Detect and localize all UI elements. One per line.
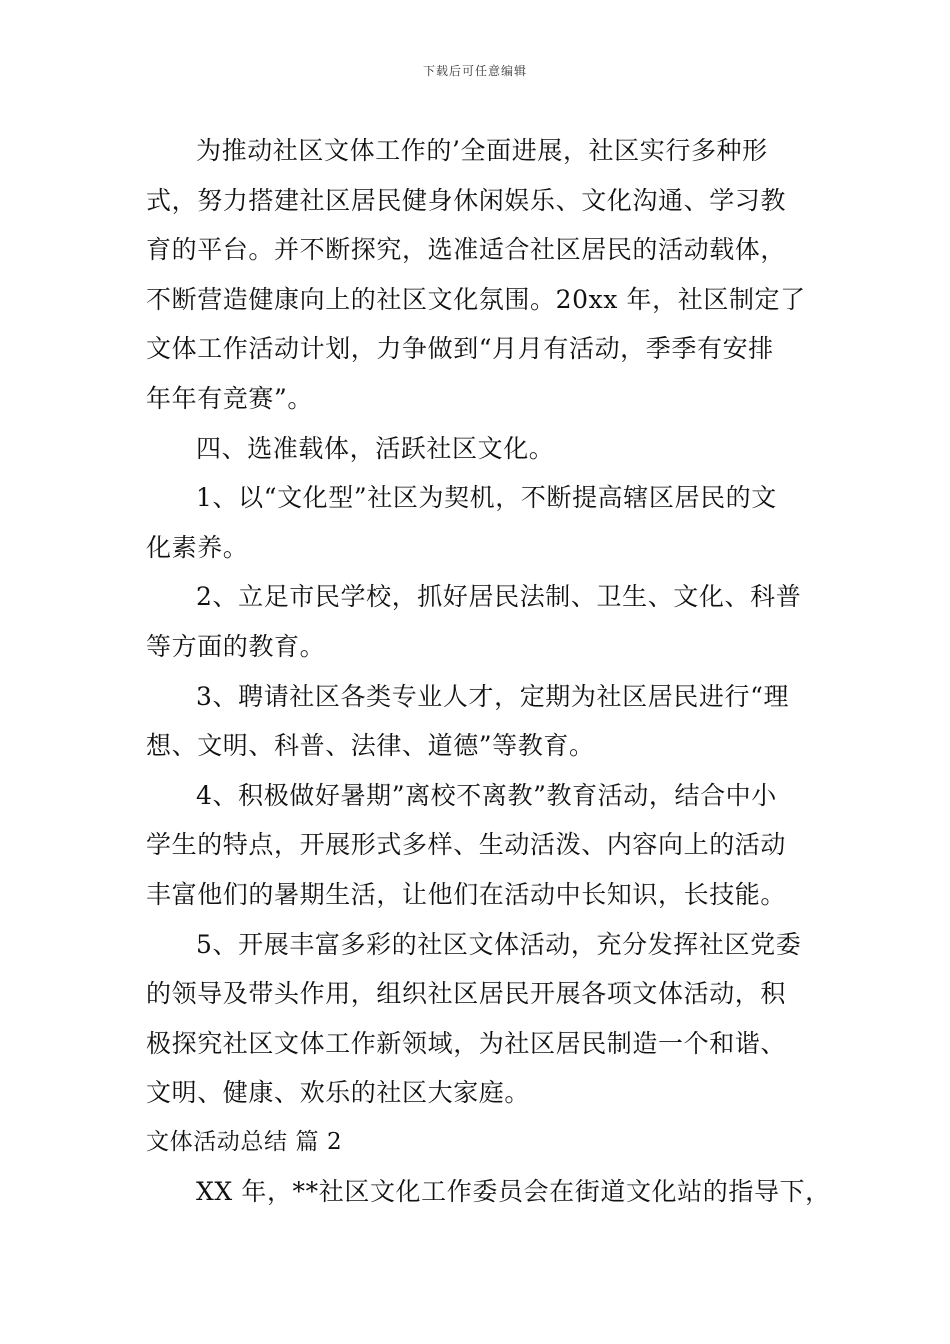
list-item-5-line: 的领导及带头作用，组织社区居民开展各项文体活动，积 (146, 979, 787, 1009)
list-item-1-line: 1、以“文化型”社区为契机，不断提高辖区居民的文 (196, 483, 777, 513)
list-item-3-line: 想、文明、科普、法律、道德”等教育。 (146, 731, 595, 761)
list-item-1-line: 化素养。 (146, 532, 249, 562)
list-item-5-line: 极探究社区文体工作新领域，为社区居民制造一个和谐、 (146, 1028, 787, 1058)
paragraph-line: 不断营造健康向上的社区文化氛围。20xx 年，社区制定了 (146, 284, 806, 314)
paragraph-line: 年年有竞赛”。 (146, 383, 313, 413)
article-title: 文体活动总结 篇 2 (146, 1128, 343, 1155)
list-item-2-line: 2、立足市民学校，抓好居民法制、卫生、文化、科普 (196, 582, 802, 612)
paragraph-line: 式，努力搭建社区居民健身休闲娱乐、文化沟通、学习教 (146, 185, 787, 215)
page-header-note: 下载后可任意编辑 (422, 64, 527, 78)
section-heading: 四、选准载体，活跃社区文化。 (196, 433, 555, 463)
paragraph-line: 文体工作活动计划，力争做到“月月有活动，季季有安排 (146, 334, 774, 364)
list-item-4-line: 丰富他们的暑期生活，让他们在活动中长知识，长技能。 (146, 879, 787, 909)
paragraph-line: 育的平台。并不断探究，选准适合社区居民的活动载体， (146, 235, 787, 265)
paragraph-line: XX 年，**社区文化工作委员会在街道文化站的指导下， (196, 1177, 831, 1207)
list-item-3-line: 3、聘请社区各类专业人才，定期为社区居民进行“理 (196, 681, 790, 711)
paragraph-line: 为推动社区文体工作的’全面进展，社区实行多种形 (196, 136, 768, 165)
document-body (146, 126, 831, 1217)
list-item-2-line: 等方面的教育。 (146, 631, 326, 661)
list-item-4-line: 学生的特点，开展形式多样、生动活泼、内容向上的活动 (146, 830, 787, 860)
list-item-5-line: 文明、健康、欢乐的社区大家庭。 (146, 1078, 531, 1108)
list-item-5-line: 5、开展丰富多彩的社区文体活动，充分发挥社区党委 (196, 929, 802, 959)
list-item-4-line: 4、积极做好暑期”离校不离教”教育活动，结合中小 (196, 780, 777, 810)
